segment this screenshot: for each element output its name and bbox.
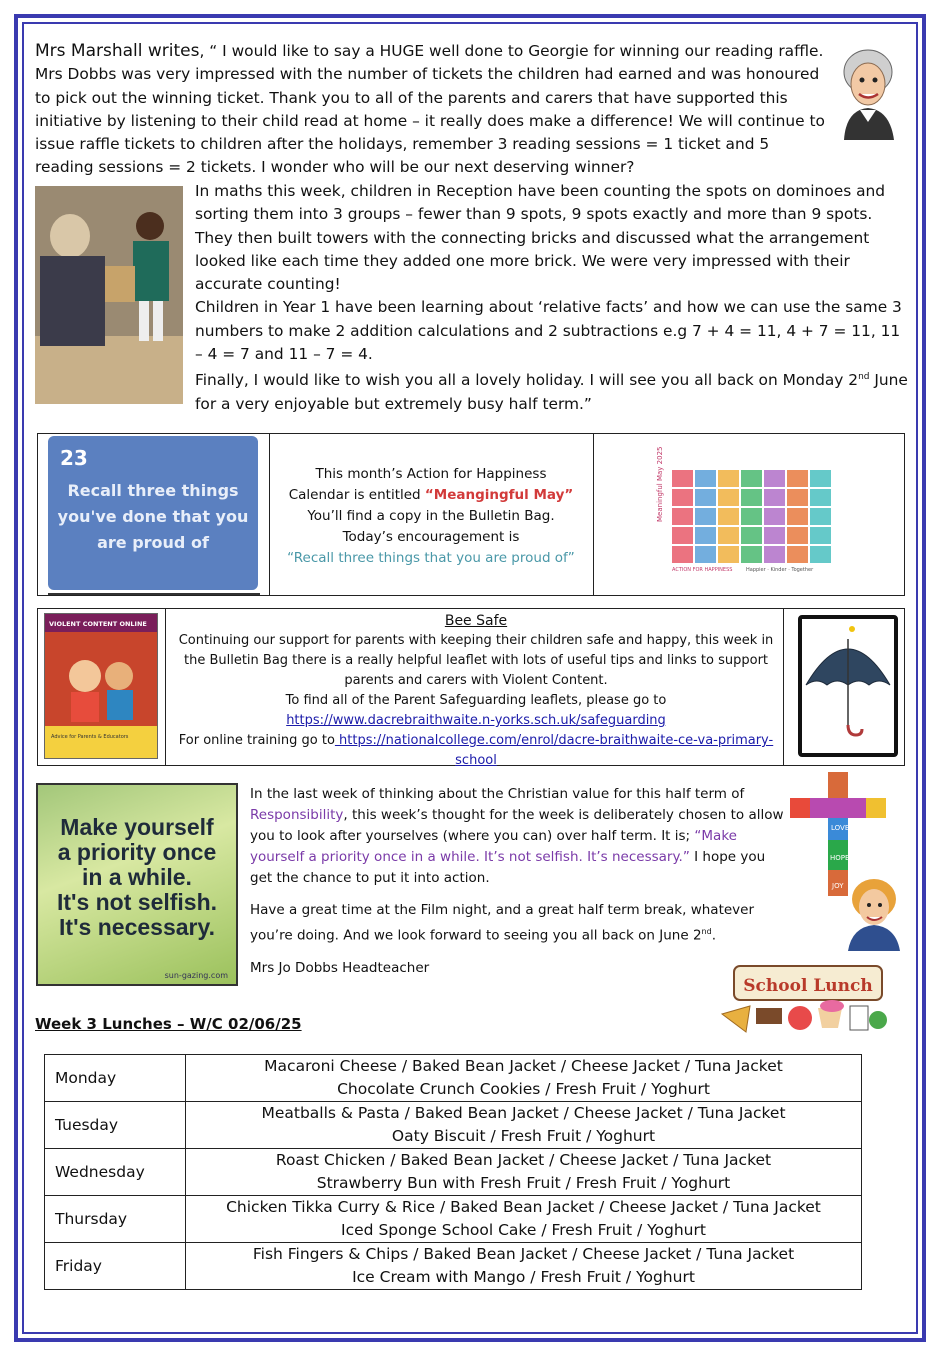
- lunch-dessert-options: Iced Sponge School Cake / Fresh Fruit / Yoghurt: [341, 1221, 706, 1239]
- calendar-day-cell: [718, 508, 739, 525]
- calendar-day-cell: [764, 489, 785, 506]
- calendar-day-cell: [741, 508, 762, 525]
- school-lunch-logo-text: School Lunch: [743, 976, 873, 996]
- calendar-day-cell: [810, 508, 831, 525]
- value-text: In the last week of thinking about the Christian value for this half term of: [250, 786, 745, 802]
- lunch-day-cell: Friday: [45, 1243, 186, 1290]
- closing-paragraph: [195, 366, 910, 416]
- happiness-line-2-text: Calendar is entitled: [288, 487, 425, 503]
- cross-word: LOVE: [831, 824, 850, 832]
- poster-line: Make yourself: [60, 814, 214, 840]
- value-text-mid: , this week’s thought for the week is deliberately chosen to allow you to look after yourselves (where you can) over half term. It is;: [250, 807, 784, 844]
- lunch-row-tuesday: [45, 1102, 862, 1149]
- calendar-day-cell: [741, 546, 762, 563]
- lunch-dessert-options: Chocolate Crunch Cookies / Fresh Fruit / Yoghurt: [337, 1080, 710, 1098]
- happiness-line-3: You’ll find a copy in the Bulletin Bag.: [307, 508, 555, 524]
- lunch-row-wednesday: [45, 1149, 862, 1196]
- intro-lead: Mrs Marshall writes: [35, 41, 200, 61]
- calendar-day-cell: [718, 489, 739, 506]
- calendar-day-cell: [718, 470, 739, 487]
- classroom-photo: [35, 186, 183, 404]
- calendar-footer: Happier · Kinder · Together: [746, 567, 814, 573]
- calendar-day-cell: [672, 489, 693, 506]
- lunch-row-thursday: [45, 1196, 862, 1243]
- calendar-day-cell: [695, 470, 716, 487]
- safeguarding-link[interactable]: https://www.dacrebraithwaite.n-yorks.sch.uk/safeguarding: [286, 713, 666, 728]
- training-text: For online training go to: [178, 733, 335, 748]
- make-yourself-a-priority-poster: [36, 783, 238, 986]
- bee-safe-title: Bee Safe: [444, 613, 508, 629]
- happiness-line-2: [270, 485, 592, 506]
- national-college-link[interactable]: https://nationalcollege.com/enrol/dacre-braithwaite-ce-va-primary-school: [334, 733, 774, 768]
- bee-safe-text: [171, 611, 781, 771]
- lunch-menu-title: Week 3 Lunches – W/C 02/06/25: [35, 1015, 302, 1033]
- calendar-day-cell: [810, 546, 831, 563]
- lunch-menu-cell: [186, 1196, 862, 1243]
- headteacher-signoff: Mrs Jo Dobbs Headteacher: [250, 959, 430, 976]
- lunch-row-monday: [45, 1055, 862, 1102]
- calendar-title-highlight: “Meangingful May”: [424, 487, 574, 503]
- leaflet-title: VIOLENT CONTENT ONLINE: [49, 620, 147, 628]
- lunch-day-cell: Tuesday: [45, 1102, 186, 1149]
- lunch-day-cell: Monday: [45, 1055, 186, 1102]
- poster-quote: [38, 815, 236, 940]
- bee-safe-panel: [37, 608, 905, 766]
- encouragement-card: [48, 436, 258, 590]
- poster-watermark: sun-gazing.com: [164, 971, 228, 980]
- calendar-day-cell: [672, 546, 693, 563]
- calendar-day-cell: [695, 508, 716, 525]
- thought-of-the-week-quote: “Make yourself a priority once in a while. It’s not selfish. It’s necessary.”: [250, 828, 737, 865]
- action-for-happiness-panel: [37, 433, 905, 596]
- value-paragraph: [250, 784, 790, 889]
- calendar-day-cell: [810, 527, 831, 544]
- happiness-line-1: This month’s Action for Happiness: [315, 466, 547, 482]
- calendar-day-cell: [810, 470, 831, 487]
- calendar-day-cell: [787, 489, 808, 506]
- calendar-day-cell: [718, 546, 739, 563]
- lunch-menu-table: [44, 1054, 862, 1290]
- encouragement-card-number: 23: [60, 446, 88, 470]
- calendar-day-cell: [764, 527, 785, 544]
- closing-superscript: nd: [858, 372, 870, 383]
- lunch-row-friday: [45, 1243, 862, 1290]
- violent-content-leaflet-image: [44, 613, 158, 759]
- calendar-day-cell: [787, 508, 808, 525]
- calendar-day-cell: [718, 527, 739, 544]
- panel-divider: [165, 609, 166, 765]
- poster-line: in a while.: [82, 864, 192, 890]
- maths-paragraph-year1: Children in Year 1 have been learning about ‘relative facts’ and how we can use the same 3 numbers to make 2 addition calculations and 2 subtractions e.g 7 + 4 = 11, 4 + 7 = 11, 11 – 4 = 7 and 11 – 7 = 4.: [195, 298, 902, 364]
- calendar-day-cell: [672, 508, 693, 525]
- happiness-encouragement-quote: “Recall three things that you are proud of”: [287, 550, 575, 566]
- calendar-day-cell: [787, 470, 808, 487]
- happiness-text: [270, 464, 592, 569]
- lunch-main-options: Fish Fingers & Chips / Baked Bean Jacket / Cheese Jacket / Tuna Jacket: [252, 1245, 795, 1263]
- christian-value-section: [250, 784, 790, 990]
- bee-safe-paragraph: Continuing our support for parents with keeping their children safe and happy, this week in the Bulletin Bag there is a really helpful leaflet with lots of useful tips and links to support parents and carers with Violent Content.: [178, 633, 774, 688]
- calendar-side-title: Meaningful May 2025: [656, 446, 664, 522]
- encouragement-card-text: Recall three things you've done that you are proud of: [57, 481, 249, 552]
- poster-line: It's not selfish.: [56, 889, 218, 915]
- lunch-dessert-options: Strawberry Bun with Fresh Fruit / Fresh Fruit / Yoghurt: [316, 1174, 731, 1192]
- farewell-paragraph: [250, 900, 790, 947]
- lunch-dessert-options: Ice Cream with Mango / Fresh Fruit / Yoghurt: [352, 1268, 695, 1286]
- maths-section: [195, 180, 910, 416]
- lunch-dessert-options: Oaty Biscuit / Fresh Fruit / Yoghurt: [391, 1127, 656, 1145]
- calendar-day-cell: [787, 546, 808, 563]
- calendar-day-cell: [695, 527, 716, 544]
- training-line: [171, 731, 781, 771]
- teacher-caricature-image: [832, 42, 904, 140]
- closing-text-end: June for a very enjoyable but extremely busy half term.”: [195, 371, 908, 413]
- card-underline: [48, 593, 260, 595]
- calendar-day-cell: [695, 489, 716, 506]
- maths-paragraph-reception: In maths this week, children in Reception have been counting the spots on dominoes and sorting them into 3 groups – fewer than 9 spots, 9 spots exactly and more than 9 spots. They then built towers with the connecting bricks and discussed what the arrangement looked like each time they added one more brick. We were very impressed with their accurate counting!: [195, 182, 886, 294]
- value-name: Responsibility: [250, 807, 344, 823]
- value-text-end: I hope you get the chance to put it into action.: [250, 849, 766, 886]
- lunch-menu-cell: [186, 1055, 862, 1102]
- poster-line: a priority once: [57, 839, 217, 865]
- calendar-day-cell: [764, 546, 785, 563]
- calendar-day-cell: [672, 470, 693, 487]
- lunch-main-options: Chicken Tikka Curry & Rice / Baked Bean Jacket / Cheese Jacket / Tuna Jacket: [226, 1198, 821, 1216]
- lunch-day-cell: Thursday: [45, 1196, 186, 1243]
- meaningful-may-calendar-image: [656, 446, 838, 574]
- lunch-main-options: Meatballs & Pasta / Baked Bean Jacket / Cheese Jacket / Tuna Jacket: [261, 1104, 786, 1122]
- intro-paragraph: [35, 40, 825, 180]
- calendar-day-cell: [741, 470, 762, 487]
- farewell-superscript: nd: [701, 927, 712, 936]
- calendar-day-cell: [672, 527, 693, 544]
- calendar-day-cell: [741, 489, 762, 506]
- lunch-main-options: Roast Chicken / Baked Bean Jacket / Cheese Jacket / Tuna Jacket: [275, 1151, 772, 1169]
- school-lunch-logo: [720, 962, 892, 1036]
- cross-word: HOPE: [830, 854, 850, 862]
- bee-umbrella-drawing: [798, 615, 898, 757]
- lunch-menu-cell: [186, 1149, 862, 1196]
- panel-divider: [783, 609, 784, 765]
- panel-divider: [593, 434, 594, 595]
- closing-text: Finally, I would like to wish you all a lovely holiday. I will see you all back on Monday 2: [195, 371, 859, 390]
- calendar-day-cell: [695, 546, 716, 563]
- poster-line: It's necessary.: [59, 914, 215, 940]
- cross-word: JOY: [832, 882, 844, 890]
- calendar-brand: ACTION FOR HAPPINESS: [672, 567, 733, 573]
- intro-text: , “ I would like to say a HUGE well done to Georgie for winning our reading raffle. Mrs Dobbs was very impressed with the number of tickets the children had earned and was honoured to pick out the winning ticket. Thank you to all of the parents and carers that have supported this initiative by listening to their child read at home – it really does make a difference! We will continue to issue raffle tickets to children after the holidays, remember 3 reading sessions = 1 ticket and 5 reading sessions = 2 tickets. I wonder who will be our next deserving winner?: [35, 42, 825, 177]
- lunch-menu-cell: [186, 1102, 862, 1149]
- happiness-line-4: Today’s encouragement is: [342, 529, 520, 545]
- calendar-day-cell: [741, 527, 762, 544]
- leaflet-subtitle: Advice for Parents & Educators: [51, 734, 129, 740]
- lunch-main-options: Macaroni Cheese / Baked Bean Jacket / Cheese Jacket / Tuna Jacket: [264, 1057, 783, 1075]
- headteacher-caricature-image: [842, 875, 906, 951]
- calendar-day-cell: [764, 508, 785, 525]
- bee-safe-find-text: To find all of the Parent Safeguarding leaflets, please go to: [285, 693, 667, 708]
- calendar-day-cell: [764, 470, 785, 487]
- farewell-text: Have a great time at the Film night, and a great half term break, whatever you’re doing. And we look forward to seeing you all back on June 2: [250, 902, 755, 944]
- lunch-menu-cell: [186, 1243, 862, 1290]
- calendar-day-cell: [787, 527, 808, 544]
- calendar-day-cell: [810, 489, 831, 506]
- lunch-day-cell: Wednesday: [45, 1149, 186, 1196]
- farewell-text-end: .: [711, 927, 716, 944]
